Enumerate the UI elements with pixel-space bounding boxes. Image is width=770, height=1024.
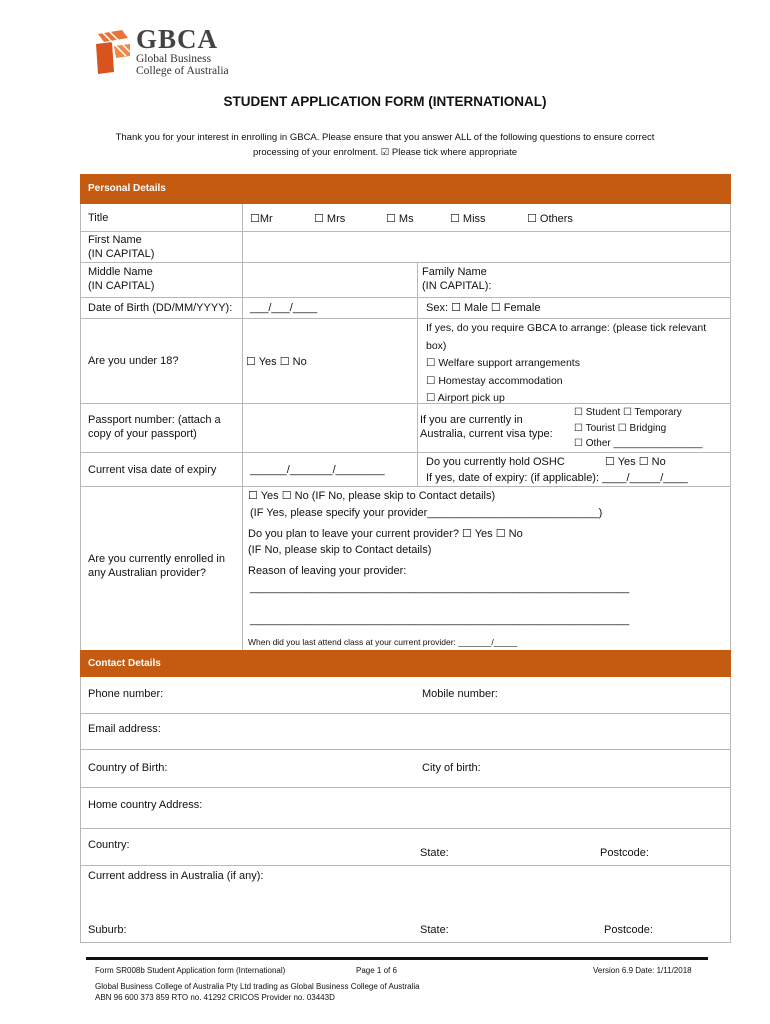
title-option-miss[interactable]: ☐ Miss [450, 213, 486, 225]
reason-line-2[interactable]: ______________________________________________________________ [250, 614, 630, 626]
sex-options[interactable]: Sex: ☐ Male ☐ Female [426, 302, 541, 314]
oshc-label: Do you currently hold OSHC [426, 456, 565, 468]
oshc-expiry-field[interactable]: If yes, date of expiry: (if applicable): ____/_____/____ [426, 472, 688, 484]
dob-field[interactable]: ___/___/____ [250, 302, 318, 314]
intro-text: Thank you for your interest in enrolling in GBCA. Please ensure that you answer ALL of the following questions to ensure correct processing of your enrolment. ☑ Please tick where appropriate [115, 132, 655, 158]
visa-type-options[interactable]: ☐ Student ☐ Temporary ☐ Tourist ☐ Bridging ☐ Other ________________ [574, 407, 703, 449]
reason-line-1[interactable]: ______________________________________________________________ [250, 582, 630, 594]
provider-field[interactable]: (IF Yes, please specify your provider____________________________) [250, 507, 603, 519]
family-name-label: Family Name (IN CAPITAL): [422, 266, 492, 292]
city-birth-label: City of birth: [422, 762, 481, 774]
middle-name-label: Middle Name (IN CAPITAL) [88, 266, 155, 292]
email-label: Email address: [88, 723, 161, 735]
title-option-ms[interactable]: ☐ Ms [386, 213, 414, 225]
phone-label: Phone number: [88, 688, 164, 700]
leave-provider-options[interactable]: Do you plan to leave your current provider? ☐ Yes ☐ No [248, 528, 523, 540]
title-option-others[interactable]: ☐ Others [527, 213, 573, 225]
suburb-label: Suburb: [88, 924, 127, 936]
footer-version: Version 6.9 Date: 1/11/2018 [593, 966, 692, 975]
last-attend-field[interactable]: When did you last attend class at your current provider: _______/_____ [248, 637, 518, 647]
logo-name: GBCA [136, 24, 219, 54]
first-name-label: First Name (IN CAPITAL) [88, 234, 155, 260]
title-option-mrs[interactable]: ☐ Mrs [314, 213, 346, 225]
homestay-checkbox[interactable]: ☐ Homestay accommodation [426, 374, 563, 387]
dob-label: Date of Birth (DD/MM/YYYY): [88, 302, 233, 314]
phone-field[interactable] [175, 680, 415, 710]
section-header-contact: Contact Details [80, 650, 731, 677]
middle-name-field[interactable] [243, 263, 416, 296]
title-option-mr[interactable]: ☐Mr [250, 213, 273, 225]
title-label: Title [88, 212, 109, 224]
footer-company: Global Business College of Australia Pty Ltd trading as Global Business College of Australia [95, 982, 420, 991]
email-field[interactable] [170, 716, 725, 746]
country-birth-label: Country of Birth: [88, 762, 168, 774]
passport-label: Passport number: (attach a copy of your passport) [88, 414, 221, 440]
enrolled-options[interactable]: ☐ Yes ☐ No (IF No, please skip to Contact details) [248, 490, 496, 502]
mobile-field[interactable] [505, 680, 725, 710]
state2-label: State: [420, 924, 449, 936]
footer-page-number: Page 1 of 6 [356, 966, 397, 975]
under18-label: Are you under 18? [88, 355, 179, 367]
visa-expiry-label: Current visa date of expiry [88, 464, 217, 476]
first-name-field[interactable] [243, 232, 730, 261]
current-address-label: Current address in Australia (if any): [88, 870, 264, 882]
under18-options[interactable]: ☐ Yes ☐ No [246, 356, 307, 368]
postcode-label: Postcode: [600, 847, 649, 859]
country-label: Country: [88, 839, 130, 851]
reason-label: Reason of leaving your provider: [248, 565, 407, 577]
footer-form-name: Form SR008b Student Application form (International) [95, 966, 286, 975]
home-address-label: Home country Address: [88, 799, 203, 811]
oshc-options[interactable]: ☐ Yes ☐ No [605, 456, 666, 468]
mobile-label: Mobile number: [422, 688, 498, 700]
footer-abn: ABN 96 600 373 859 RTO no. 41292 CRICOS Provider no. 03443D [95, 993, 335, 1002]
guardian-arrangements: If yes, do you require GBCA to arrange: (please tick relevant box) ☐ Welfare support arrangements ☐ Homestay accommodation ☐ Airport pick up [426, 320, 706, 408]
visa-type-label: If you are currently in Australia, current visa type: [420, 414, 553, 440]
postcode2-label: Postcode: [604, 924, 653, 936]
state-label: State: [420, 847, 449, 859]
visa-expiry-field[interactable]: ______/_______/________ [250, 464, 385, 476]
logo-subtitle: Global Business College of Australia [136, 53, 229, 77]
gbca-emblem-icon [92, 26, 134, 76]
passport-field[interactable] [243, 404, 416, 451]
gbca-logo [92, 24, 242, 80]
leave-provider-note: (IF No, please skip to Contact details) [248, 544, 432, 556]
welfare-checkbox[interactable]: ☐ Welfare support arrangements [426, 357, 580, 369]
section-header-personal: Personal Details [80, 174, 731, 204]
enrolled-label: Are you currently enrolled in any Australian provider? [88, 553, 225, 579]
page-title: STUDENT APPLICATION FORM (INTERNATIONAL) [223, 94, 547, 109]
footer-divider [86, 957, 708, 960]
airport-pickup-checkbox[interactable]: ☐ Airport pick up [426, 392, 505, 404]
